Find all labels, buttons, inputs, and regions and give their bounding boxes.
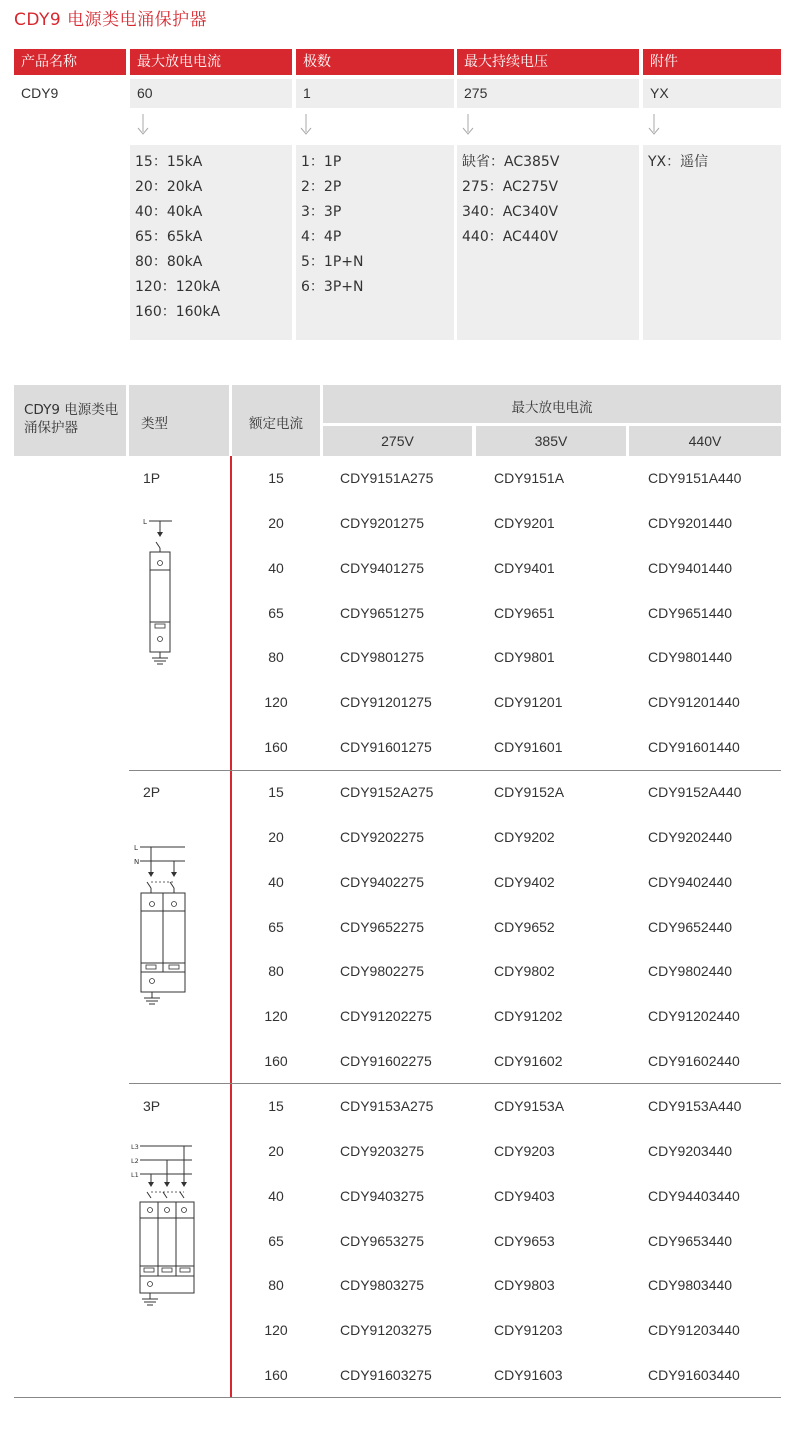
option-item: 275：AC275V [462, 179, 559, 195]
down-arrow-icon [300, 114, 312, 140]
model-code-cell: CDY91603 [494, 1367, 563, 1383]
column-header-rated-current: 额定电流 [232, 385, 320, 456]
model-code-cell: CDY9653440 [648, 1233, 733, 1249]
model-code-cell: CDY9801275 [340, 649, 425, 665]
wiring-diagram-3p [128, 1138, 208, 1310]
line-label-l: L [143, 518, 147, 526]
model-code-cell: CDY9652275 [340, 919, 425, 935]
option-item: 20：20kA [135, 179, 203, 195]
model-code-cell: CDY9202440 [648, 829, 733, 845]
rated-current-cell: 65 [268, 1233, 284, 1249]
model-code-cell: CDY9652440 [648, 919, 733, 935]
model-code-cell: CDY91201440 [648, 694, 740, 710]
model-code-cell: CDY91601 [494, 739, 563, 755]
model-code-cell: CDY9653 [494, 1233, 555, 1249]
rated-current-cell: 65 [268, 919, 284, 935]
model-code-cell: CDY91602 [494, 1053, 563, 1069]
line-label-l1: L1 [131, 1171, 139, 1179]
model-code-cell: CDY9202275 [340, 829, 425, 845]
line-label-l: L [134, 844, 138, 852]
model-code-cell: CDY91203275 [340, 1322, 432, 1338]
column-header-voltage-440: 440V [629, 426, 781, 456]
group-separator [129, 1083, 781, 1084]
table-bottom-border [14, 1397, 781, 1398]
value-max-discharge-current: 60 [130, 79, 292, 108]
model-code-cell: CDY91201 [494, 694, 563, 710]
page-title: CDY9 电源类电涌保护器 [14, 10, 208, 30]
option-item: 160：160kA [135, 304, 221, 320]
option-item: 40：40kA [135, 204, 203, 220]
rated-current-cell: 15 [268, 1098, 284, 1114]
rated-current-cell: 120 [264, 694, 288, 710]
table-corner-text: CDY9 电源类电涌保护器 [24, 402, 119, 436]
rated-current-cell: 20 [268, 829, 284, 845]
value-product-name: CDY9 [21, 85, 59, 101]
rated-current-cell: 40 [268, 874, 284, 890]
line-label-l2: L2 [131, 1157, 139, 1165]
line-label-l3: L3 [131, 1143, 139, 1151]
model-code-cell: CDY9151A [494, 470, 565, 486]
model-code-cell: CDY9803275 [340, 1277, 425, 1293]
model-code-cell: CDY91602275 [340, 1053, 432, 1069]
type-label-1p: 1P [143, 470, 161, 486]
model-code-cell: CDY9402440 [648, 874, 733, 890]
options-current [130, 145, 292, 340]
model-code-cell: CDY9202 [494, 829, 555, 845]
model-code-cell: CDY94403440 [648, 1188, 740, 1204]
option-item: 缺省：AC385V [462, 154, 560, 170]
model-code-cell: CDY91203440 [648, 1322, 740, 1338]
wiring-diagram-1p [138, 512, 188, 667]
model-code-cell: CDY9152A440 [648, 784, 742, 800]
option-item: 5：1P+N [301, 254, 364, 270]
option-item: 3：3P [301, 204, 342, 220]
model-code-cell: CDY91601275 [340, 739, 432, 755]
header-max-discharge-current: 最大放电电流 [130, 49, 292, 75]
header-max-continuous-voltage: 最大持续电压 [457, 49, 639, 75]
rated-current-cell: 120 [264, 1008, 288, 1024]
down-arrow-icon [137, 114, 149, 140]
rated-current-cell: 20 [268, 515, 284, 531]
model-code-cell: CDY91603440 [648, 1367, 740, 1383]
model-code-cell: CDY9801440 [648, 649, 733, 665]
column-header-type: 类型 [129, 385, 229, 456]
model-code-cell: CDY9802440 [648, 963, 733, 979]
rated-current-cell: 15 [268, 784, 284, 800]
header-accessory: 附件 [643, 49, 781, 75]
option-item: 1：1P [301, 154, 342, 170]
rated-current-cell: 80 [268, 649, 284, 665]
wiring-diagram-2p [130, 840, 200, 1010]
option-item: 15：15kA [135, 154, 203, 170]
down-arrow-icon [462, 114, 474, 140]
rated-current-cell: 80 [268, 963, 284, 979]
rated-current-cell: 20 [268, 1143, 284, 1159]
model-code-cell: CDY9151A275 [340, 470, 434, 486]
model-code-cell: CDY9201 [494, 515, 555, 531]
model-code-cell: CDY9801 [494, 649, 555, 665]
rated-current-cell: 160 [264, 1367, 288, 1383]
option-item: 80：80kA [135, 254, 203, 270]
options-voltage [457, 145, 639, 340]
model-code-cell: CDY91202 [494, 1008, 563, 1024]
model-code-cell: CDY91602440 [648, 1053, 740, 1069]
option-item: 440：AC440V [462, 229, 559, 245]
group-separator [129, 770, 781, 771]
option-item: 4：4P [301, 229, 342, 245]
option-item: 340：AC340V [462, 204, 559, 220]
model-code-cell: CDY9652 [494, 919, 555, 935]
model-code-cell: CDY9653275 [340, 1233, 425, 1249]
column-header-voltage-385: 385V [476, 426, 626, 456]
model-code-cell: CDY9402275 [340, 874, 425, 890]
type-label-3p: 3P [143, 1098, 161, 1114]
model-code-cell: CDY91601440 [648, 739, 740, 755]
model-code-cell: CDY9201440 [648, 515, 733, 531]
model-code-cell: CDY9152A275 [340, 784, 434, 800]
table-corner-label [14, 385, 126, 456]
model-code-cell: CDY9401275 [340, 560, 425, 576]
model-code-cell: CDY9802275 [340, 963, 425, 979]
model-code-cell: CDY9401 [494, 560, 555, 576]
option-item: 120：120kA [135, 279, 221, 295]
rated-current-cell: 160 [264, 1053, 288, 1069]
rated-current-cell: 40 [268, 560, 284, 576]
rated-current-cell: 15 [268, 470, 284, 486]
rated-current-cell: 120 [264, 1322, 288, 1338]
model-code-cell: CDY91202440 [648, 1008, 740, 1024]
rated-current-cell: 65 [268, 605, 284, 621]
model-code-cell: CDY9802 [494, 963, 555, 979]
rated-current-cell: 160 [264, 739, 288, 755]
value-max-continuous-voltage: 275 [457, 79, 639, 108]
rated-current-cell: 80 [268, 1277, 284, 1293]
down-arrow-icon [648, 114, 660, 140]
header-product-name: 产品名称 [14, 49, 126, 75]
model-code-cell: CDY91201275 [340, 694, 432, 710]
model-code-cell: CDY9152A [494, 784, 565, 800]
model-code-cell: CDY9402 [494, 874, 555, 890]
model-code-cell: CDY9203 [494, 1143, 555, 1159]
option-item: 2：2P [301, 179, 342, 195]
model-code-cell: CDY9803 [494, 1277, 555, 1293]
model-code-cell: CDY91203 [494, 1322, 563, 1338]
model-code-cell: CDY9403275 [340, 1188, 425, 1204]
option-item: 6：3P+N [301, 279, 364, 295]
model-code-cell: CDY9401440 [648, 560, 733, 576]
model-code-cell: CDY9151A440 [648, 470, 742, 486]
model-code-cell: CDY9651275 [340, 605, 425, 621]
model-code-cell: CDY91202275 [340, 1008, 432, 1024]
line-label-n: N [134, 858, 140, 866]
value-accessory: YX [643, 79, 781, 108]
model-code-cell: CDY9201275 [340, 515, 425, 531]
type-label-2p: 2P [143, 784, 161, 800]
options-accessory [643, 145, 781, 340]
model-code-cell: CDY9651440 [648, 605, 733, 621]
options-poles [296, 145, 454, 340]
model-code-cell: CDY9803440 [648, 1277, 733, 1293]
model-code-cell: CDY9203440 [648, 1143, 733, 1159]
model-code-cell: CDY91603275 [340, 1367, 432, 1383]
option-item: YX：遥信 [648, 154, 709, 170]
model-code-cell: CDY9153A440 [648, 1098, 742, 1114]
model-code-cell: CDY9153A275 [340, 1098, 434, 1114]
model-code-cell: CDY9203275 [340, 1143, 425, 1159]
column-header-voltage-275: 275V [323, 426, 472, 456]
option-item: 65：65kA [135, 229, 203, 245]
rated-current-cell: 40 [268, 1188, 284, 1204]
model-code-cell: CDY9403 [494, 1188, 555, 1204]
model-code-cell: CDY9153A [494, 1098, 565, 1114]
model-code-cell: CDY9651 [494, 605, 555, 621]
value-poles: 1 [296, 79, 454, 108]
header-poles: 极数 [296, 49, 454, 75]
column-header-max-discharge-current: 最大放电电流 [323, 385, 781, 423]
